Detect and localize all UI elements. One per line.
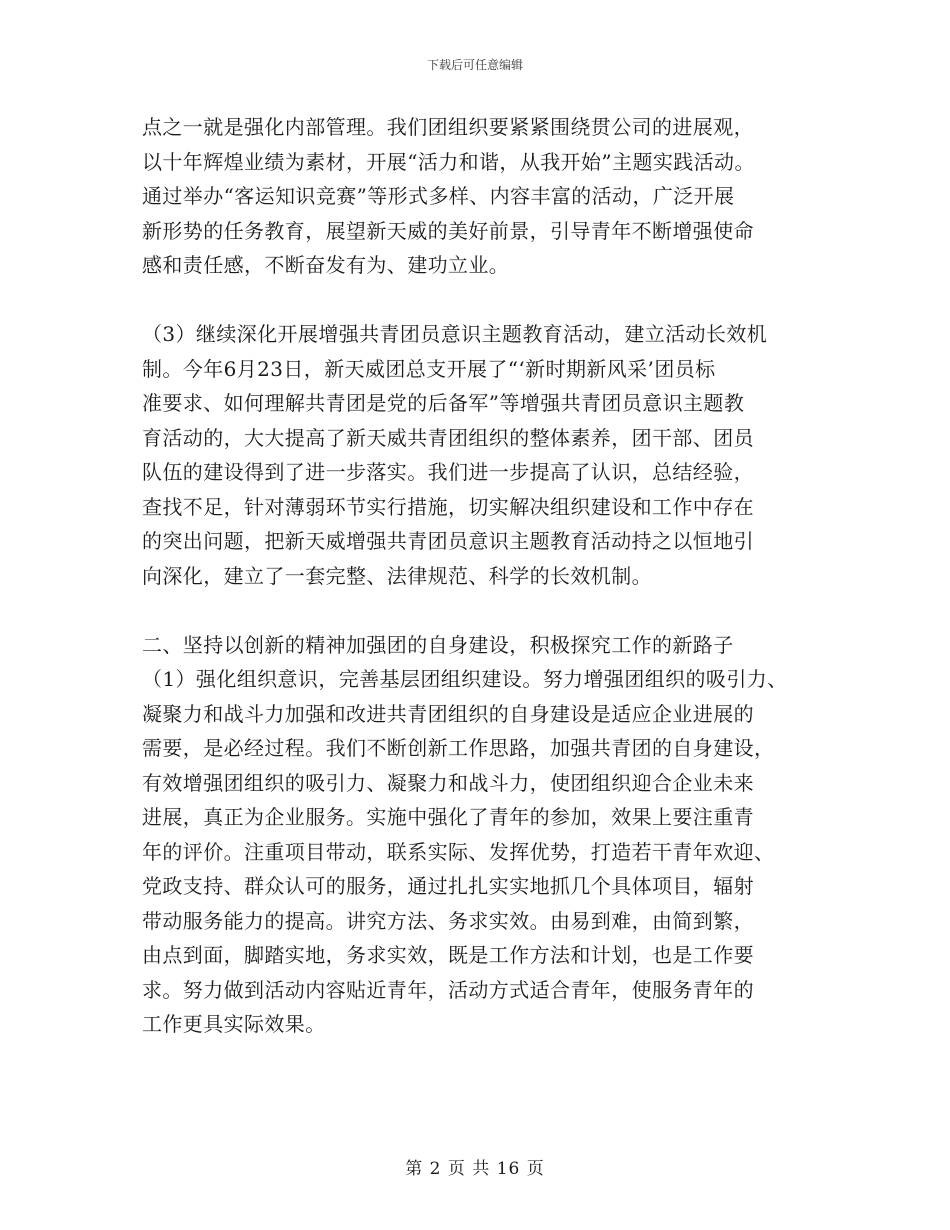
text-line: 向深化，建立了一套完整、法律规范、科学的长效机制。 (142, 563, 652, 588)
paragraph-1 (142, 110, 812, 283)
paragraph-spacer (142, 283, 812, 318)
text-line: 点之一就是强化内部管理。我们团组织要紧紧围绕贯公司的进展观， (142, 115, 754, 139)
paragraph-spacer (142, 593, 812, 628)
text-line: 有效增强团组织的吸引力、凝聚力和战斗力，使团组织迎合企业未来 (142, 770, 754, 795)
page-number-footer: 第 2 页 共 16 页 (405, 1159, 545, 1179)
paragraph-2 (142, 317, 812, 593)
text-line: 进展，真正为企业服务。实施中强化了青年的参加，效果上要注重青 (142, 805, 754, 829)
text-line: 凝聚力和战斗力加强和改进共青团组织的自身建设是适应企业进展的 (142, 701, 754, 726)
text-line: 队伍的建设得到了进一步落实。我们进一步提高了认识，总结经验， (142, 460, 754, 484)
text-line: 以十年辉煌业绩为素材，开展“活力和谐，从我开始”主题实践活动。 (142, 149, 755, 174)
text-line: （3）继续深化开展增强共青团员意识主题教育活动，建立活动长效机 (142, 322, 768, 346)
text-line: 的突出问题，把新天威增强共青团员意识主题教育活动持之以恒地引 (142, 529, 754, 553)
text-line: 需要，是必经过程。我们不断创新工作思路，加强共青团的自身建设， (142, 736, 775, 760)
text-line: 年的评价。注重项目带动，联系实际、发挥优势，打造若干青年欢迎、 (142, 839, 775, 864)
section-heading: 二、坚持以创新的精神加强团的自身建设，积极探究工作的新路子 (142, 632, 734, 657)
text-line: 制。今年6月23日，新天威团总支开展了“‘新时期新风采’团员标 (142, 356, 716, 381)
text-line: 求。努力做到活动内容贴近青年，活动方式适合青年，使服务青年的 (142, 977, 754, 1002)
text-line: 党政支持、群众认可的服务，通过扎扎实实地抓几个具体项目，辐射 (142, 874, 754, 898)
text-line: 查找不足，针对薄弱环节实行措施，切实解决组织建设和工作中存在 (142, 494, 754, 519)
text-line: 育活动的，大大提高了新天威共青团组织的整体素养，团干部、团员 (142, 425, 754, 450)
paragraph-3 (142, 628, 812, 1042)
text-line: 新形势的任务教育，展望新天威的美好前景，引导青年不断增强使命 (142, 218, 754, 243)
text-line: 由点到面，脚踏实地，务求实效，既是工作方法和计划，也是工作要 (142, 943, 754, 967)
text-line: 工作更具实际效果。 (142, 1012, 326, 1036)
text-line: （1）强化组织意识，完善基层团组织建设。努力增强团组织的吸引力、 (142, 667, 788, 691)
document-body (142, 110, 812, 1042)
text-line: 感和责任感，不断奋发有为、建功立业。 (142, 253, 510, 277)
text-line: 带动服务能力的提高。讲究方法、务求实效。由易到难，由简到繁， (142, 908, 754, 933)
text-line: 通过举办“客运知识竞赛”等形式多样、内容丰富的活动，广泛开展 (142, 184, 735, 208)
text-line: 准要求、如何理解共青团是党的后备军”等增强共青团员意识主题教 (142, 391, 745, 415)
page-header: 下载后可任意编辑 (426, 58, 523, 72)
